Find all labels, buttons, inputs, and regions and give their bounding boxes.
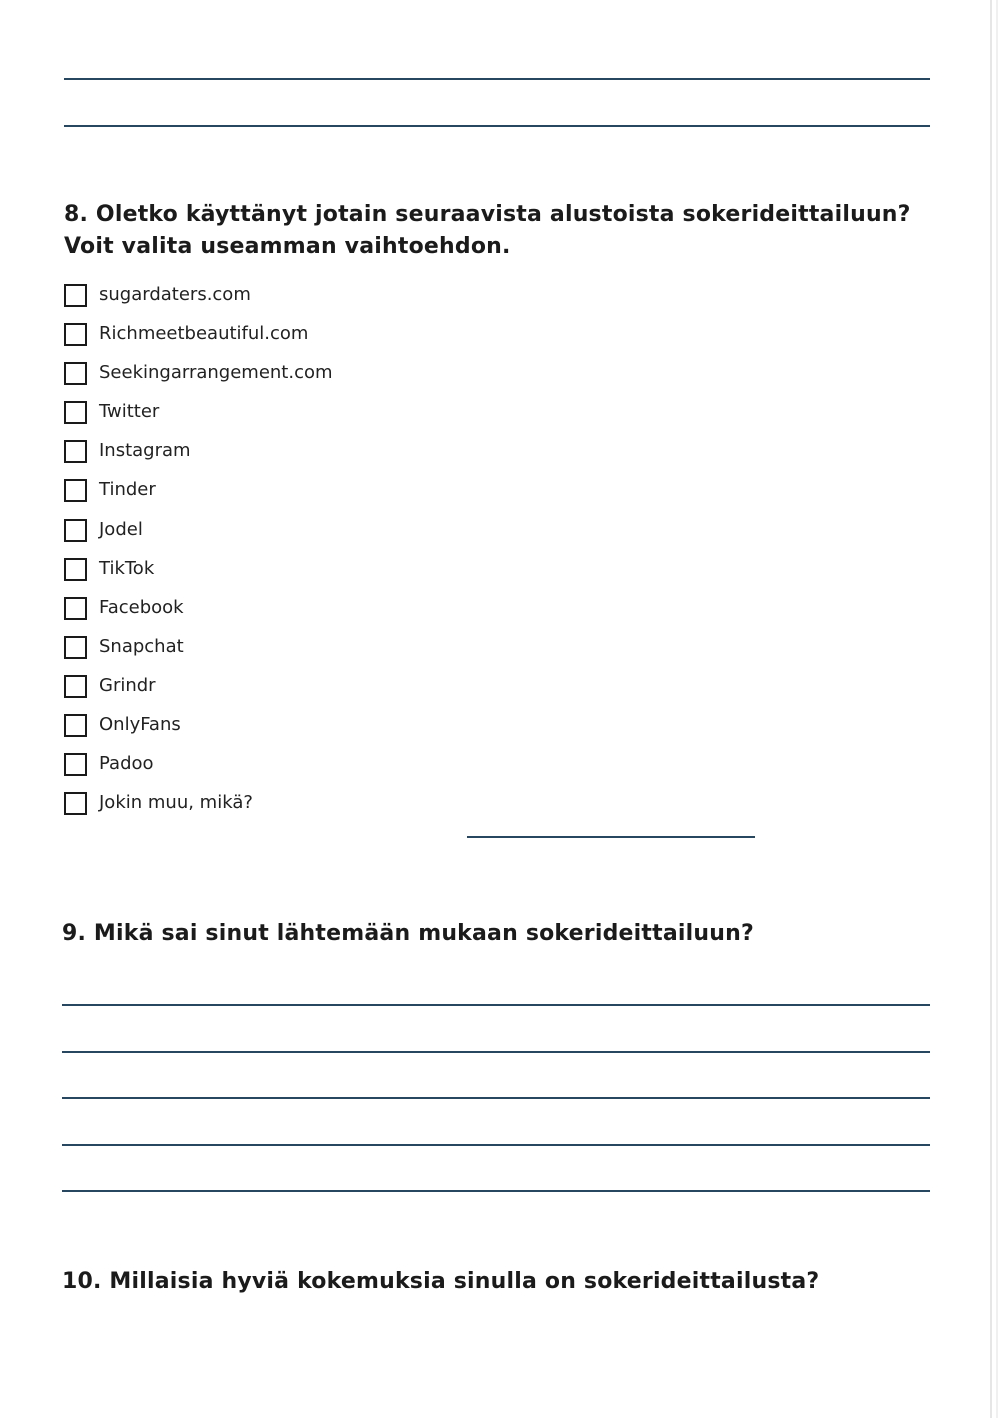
answer-line[interactable] [62,1190,930,1192]
checkbox[interactable] [64,440,87,463]
option-twitter[interactable] [64,398,333,437]
question-8-title: 8. Oletko käyttänyt jotain seuraavista alustoista sokerideittailuun? Voit valita useamman vaihtoehdon. [64,202,911,259]
option-snapchat[interactable] [64,633,333,672]
option-facebook[interactable] [64,594,333,633]
option-tiktok[interactable] [64,555,333,594]
answer-line[interactable] [62,1097,930,1099]
option-grindr[interactable] [64,672,333,711]
checkbox[interactable] [64,519,87,542]
option-label: Tinder [99,479,156,501]
other-specify-line[interactable] [467,836,755,838]
option-onlyfans[interactable] [64,711,333,750]
option-label: TikTok [99,557,155,579]
checkbox[interactable] [64,558,87,581]
checkbox[interactable] [64,323,87,346]
checkbox[interactable] [64,636,87,659]
option-label: Jokin muu, mikä? [99,792,253,814]
checkbox[interactable] [64,597,87,620]
option-label: Padoo [99,753,154,775]
checkbox[interactable] [64,284,87,307]
option-label: Twitter [99,401,160,423]
option-label: Jodel [99,518,143,540]
answer-line[interactable] [64,78,930,80]
option-label: sugardaters.com [99,284,251,305]
answer-line[interactable] [62,1051,930,1053]
scan-edge [996,0,998,1418]
scan-edge [990,0,992,1418]
option-label: Snapchat [99,635,184,657]
option-sugardaters[interactable] [64,281,333,320]
checkbox[interactable] [64,362,87,385]
option-richmeetbeautiful[interactable] [64,320,333,359]
option-jodel[interactable] [64,516,333,555]
answer-line[interactable] [62,1144,930,1146]
question-10-title: 10. Millaisia hyviä kokemuksia sinulla on sokerideittailusta? [62,1269,820,1294]
option-label: Richmeetbeautiful.com [99,323,309,345]
checkbox[interactable] [64,401,87,424]
answer-line[interactable] [62,1004,930,1006]
option-instagram[interactable] [64,437,333,476]
option-tinder[interactable] [64,476,333,515]
checkbox[interactable] [64,792,87,815]
platform-options-list [64,281,333,828]
option-label: Facebook [99,596,184,618]
option-other[interactable] [64,789,333,828]
checkbox[interactable] [64,675,87,698]
option-label: Grindr [99,674,156,696]
option-padoo[interactable] [64,750,333,789]
question-9-title: 9. Mikä sai sinut lähtemään mukaan sokerideittailuun? [62,921,754,946]
checkbox[interactable] [64,714,87,737]
option-label: Seekingarrangement.com [99,362,333,384]
checkbox[interactable] [64,753,87,776]
option-label: OnlyFans [99,714,181,736]
option-seekingarrangement[interactable] [64,359,333,398]
option-label: Instagram [99,440,191,462]
checkbox[interactable] [64,479,87,502]
answer-line[interactable] [64,125,930,127]
